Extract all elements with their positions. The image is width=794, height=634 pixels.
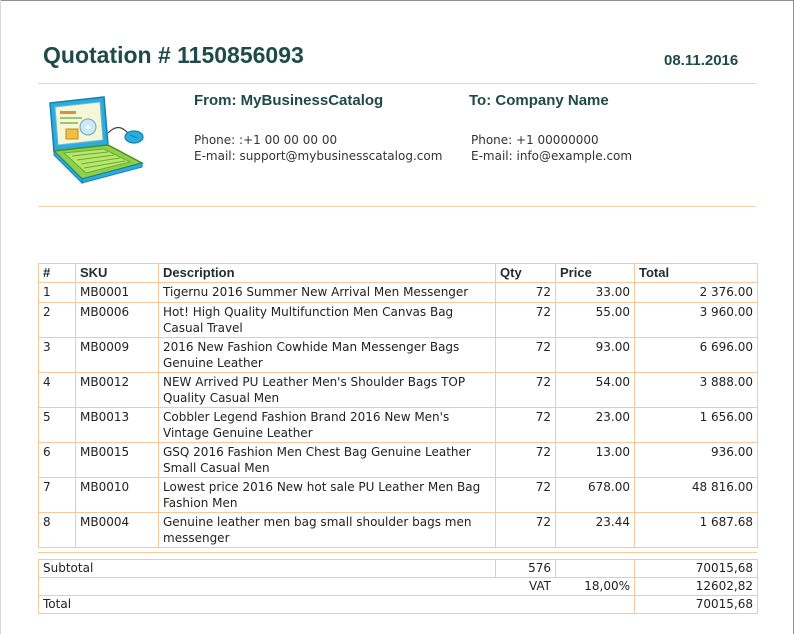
subtotal-qty: 576 [496, 560, 556, 578]
cell-total: 48 816.00 [635, 478, 758, 513]
cell-total: 2 376.00 [635, 283, 758, 303]
table-row [39, 373, 758, 408]
cell-sku: MB0013 [76, 408, 159, 443]
table-row [39, 408, 758, 443]
cell-description: NEW Arrived PU Leather Men's Shoulder Bags TOP Quality Casual Men [159, 373, 496, 408]
cell-num: 6 [39, 443, 76, 478]
cell-sku: MB0001 [76, 283, 159, 303]
col-header-num: # [39, 264, 76, 283]
table-row [39, 283, 758, 303]
cell-total: 1 687.68 [635, 513, 758, 548]
cell-price: 23.44 [556, 513, 635, 548]
table-row [39, 478, 758, 513]
col-header-qty: Qty [496, 264, 556, 283]
cell-price: 678.00 [556, 478, 635, 513]
cell-sku: MB0010 [76, 478, 159, 513]
cell-num: 8 [39, 513, 76, 548]
to-phone: Phone: +1 00000000 [471, 133, 599, 147]
cell-price: 13.00 [556, 443, 635, 478]
cell-price: 93.00 [556, 338, 635, 373]
col-header-price: Price [556, 264, 635, 283]
cell-num: 5 [39, 408, 76, 443]
col-header-sku: SKU [76, 264, 159, 283]
cell-total: 1 656.00 [635, 408, 758, 443]
col-header-total: Total [635, 264, 758, 283]
cell-total: 936.00 [635, 443, 758, 478]
laptop-icon [42, 93, 148, 189]
cell-qty: 72 [496, 478, 556, 513]
to-name: To: Company Name [469, 92, 609, 109]
table-row [39, 513, 758, 548]
cell-price: 54.00 [556, 373, 635, 408]
cell-qty: 72 [496, 443, 556, 478]
cell-sku: MB0012 [76, 373, 159, 408]
cell-description: Lowest price 2016 New hot sale PU Leather Men Bag Fashion Men [159, 478, 496, 513]
col-header-description: Description [159, 264, 496, 283]
cell-price: 33.00 [556, 283, 635, 303]
address-divider [38, 206, 756, 207]
vat-rate: 18,00% [556, 578, 635, 596]
subtotal-row [39, 560, 758, 578]
cell-num: 7 [39, 478, 76, 513]
page-border-left [0, 0, 1, 634]
quotation-date: 08.11.2016 [664, 52, 739, 69]
cell-sku: MB0009 [76, 338, 159, 373]
cell-num: 3 [39, 338, 76, 373]
vat-value: 12602,82 [635, 578, 758, 596]
cell-total: 3 888.00 [635, 373, 758, 408]
from-name: From: MyBusinessCatalog [194, 92, 384, 109]
total-label: Total [39, 596, 635, 614]
cell-qty: 72 [496, 283, 556, 303]
header-divider [38, 83, 756, 84]
subtotal-value: 70015,68 [635, 560, 758, 578]
cell-price: 55.00 [556, 303, 635, 338]
cell-sku: MB0006 [76, 303, 159, 338]
cell-num: 2 [39, 303, 76, 338]
to-email: E-mail: info@example.com [471, 149, 633, 163]
cell-description: 2016 New Fashion Cowhide Man Messenger Bags Genuine Leather [159, 338, 496, 373]
items-table [38, 263, 758, 548]
from-email: E-mail: support@mybusinesscatalog.com [194, 149, 443, 163]
totals-table [38, 559, 758, 614]
cell-description: Cobbler Legend Fashion Brand 2016 New Men's Vintage Genuine Leather [159, 408, 496, 443]
cell-sku: MB0004 [76, 513, 159, 548]
cell-total: 3 960.00 [635, 303, 758, 338]
totals-separator [38, 552, 757, 553]
cell-description: GSQ 2016 Fashion Men Chest Bag Genuine Leather Small Casual Men [159, 443, 496, 478]
total-row [39, 596, 758, 614]
vat-label: VAT [39, 578, 556, 596]
table-row [39, 303, 758, 338]
cell-num: 4 [39, 373, 76, 408]
cell-total: 6 696.00 [635, 338, 758, 373]
cell-sku: MB0015 [76, 443, 159, 478]
cell-description: Tigernu 2016 Summer New Arrival Men Messenger [159, 283, 496, 303]
cell-price: 23.00 [556, 408, 635, 443]
table-header-row [39, 264, 758, 283]
cell-num: 1 [39, 283, 76, 303]
cell-description: Genuine leather men bag small shoulder bags men messenger [159, 513, 496, 548]
cell-qty: 72 [496, 303, 556, 338]
quotation-title: Quotation # 1150856093 [43, 42, 304, 68]
cell-qty: 72 [496, 373, 556, 408]
subtotal-empty-cell [556, 560, 635, 578]
cell-qty: 72 [496, 408, 556, 443]
table-row [39, 443, 758, 478]
subtotal-label: Subtotal [39, 560, 496, 578]
from-phone: Phone: :+1 00 00 00 00 [194, 133, 338, 147]
cell-qty: 72 [496, 513, 556, 548]
table-row [39, 338, 758, 373]
page-border-top [0, 0, 794, 1]
cell-qty: 72 [496, 338, 556, 373]
vat-row [39, 578, 758, 596]
total-value: 70015,68 [635, 596, 758, 614]
cell-description: Hot! High Quality Multifunction Men Canvas Bag Casual Travel [159, 303, 496, 338]
